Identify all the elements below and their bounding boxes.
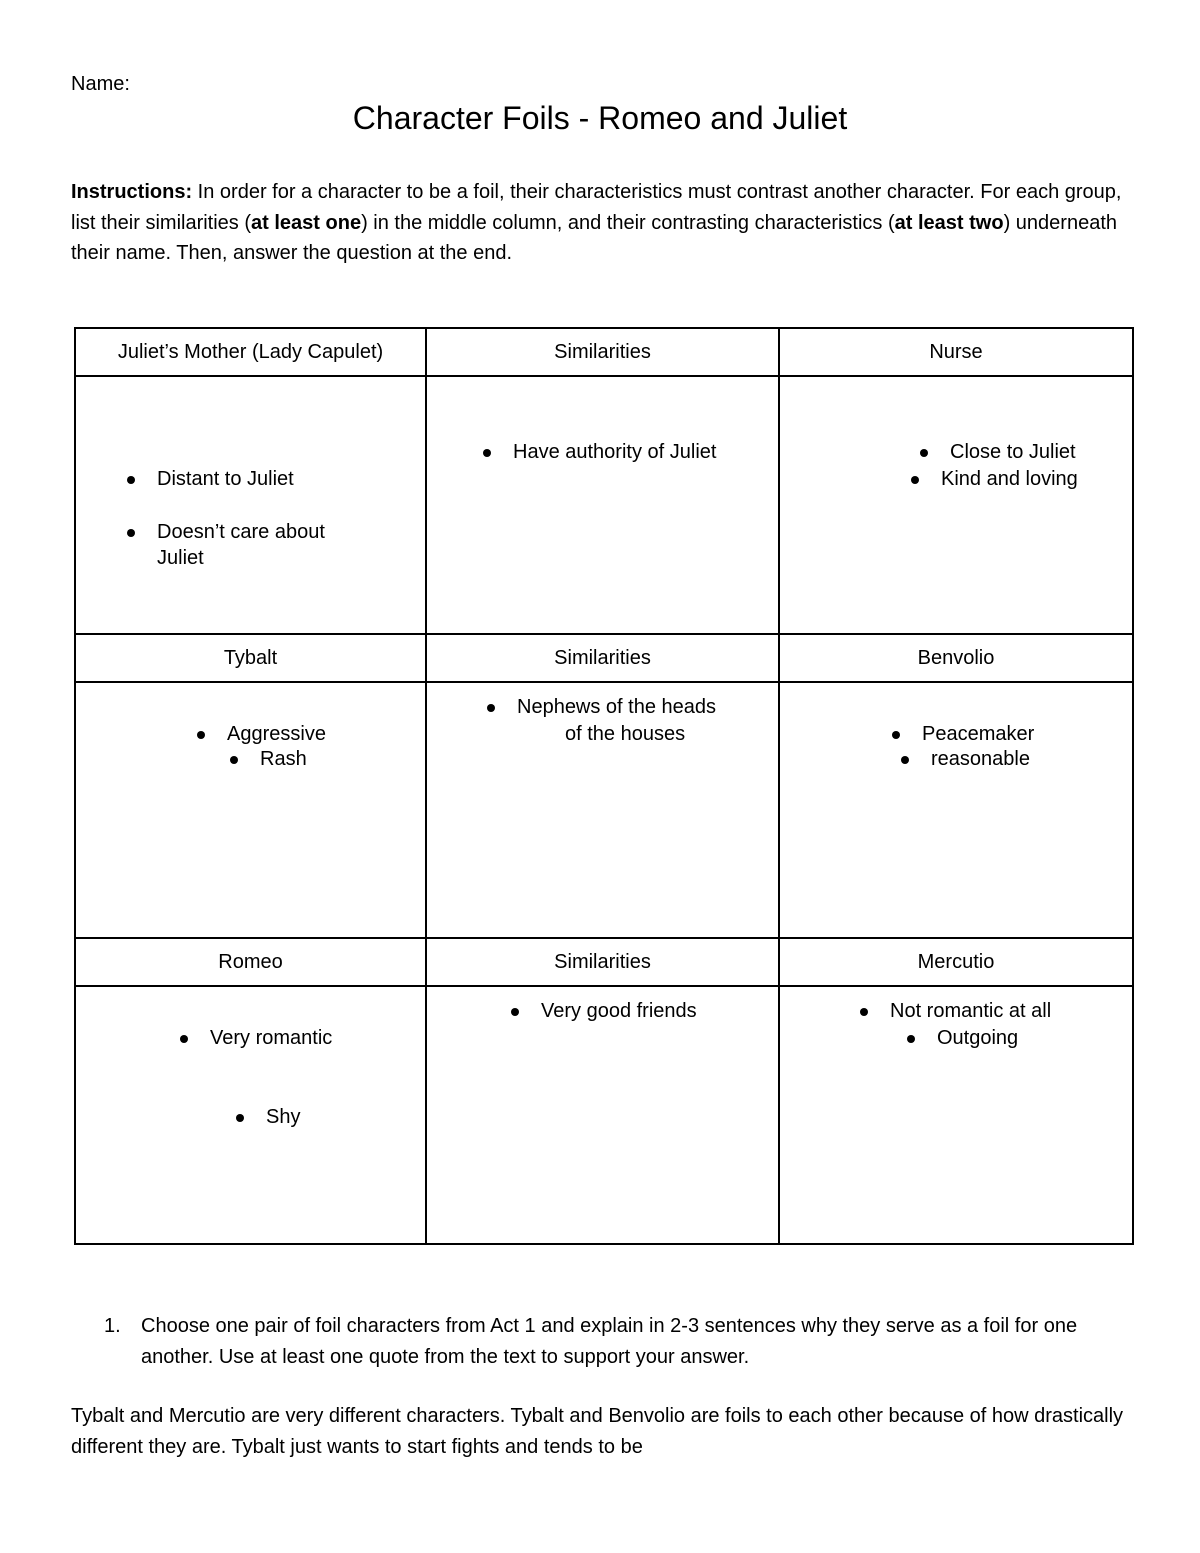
- list-item: Doesn’t care about: [157, 521, 325, 543]
- list-item: Have authority of Juliet: [513, 441, 717, 463]
- instructions-bold-2: at least two: [894, 211, 1004, 234]
- list-item: Rash: [260, 748, 307, 770]
- group-3-body-row: [75, 986, 1133, 1244]
- instructions-text-1: In order for a character to be a foil, their characteristics must contrast another character. For each group, list their similarities (: [71, 181, 1122, 234]
- list-item: Nephews of the heads: [517, 696, 717, 718]
- page-title: Character Foils - Romeo and Juliet: [352, 100, 848, 136]
- list-item: Not romantic at all: [890, 1000, 1052, 1022]
- group-1-middle-name: Similarities: [426, 328, 779, 376]
- group-2-left-name: Tybalt: [75, 634, 426, 682]
- list-item: reasonable: [931, 748, 1030, 770]
- group-1-body-row: [75, 376, 1133, 634]
- group-2-right-cell[interactable]: [779, 682, 1133, 938]
- name-label: Name:: [71, 73, 130, 95]
- group-2-left-cell[interactable]: [75, 682, 426, 938]
- instructions-text-3: ) underneath their name. Then, answer the question at the end.: [71, 211, 1117, 264]
- group-3-middle-cell[interactable]: [426, 986, 779, 1244]
- list-item: Outgoing: [937, 1027, 1019, 1049]
- list-item: Close to Juliet: [950, 441, 1076, 463]
- instructions: [71, 177, 1131, 269]
- group-2-middle-name: Similarities: [426, 634, 779, 682]
- list-item: Distant to Juliet: [157, 468, 294, 490]
- group-3-left-name: Romeo: [75, 938, 426, 986]
- group-3-right-name: Mercutio: [779, 938, 1133, 986]
- group-1-right-name: Nurse: [779, 328, 1133, 376]
- list-item-continuation: Juliet: [157, 547, 204, 569]
- group-2-right-name: Benvolio: [779, 634, 1133, 682]
- group-1-header-row: [75, 328, 1133, 376]
- instructions-text-2: ) in the middle column, and their contrasting characteristics (: [361, 211, 895, 234]
- group-3-left-cell[interactable]: [75, 986, 426, 1244]
- group-3-header-row: [75, 938, 1133, 986]
- group-2-body-row: [75, 682, 1133, 938]
- question-text: Choose one pair of foil characters from Act 1 and explain in 2-3 sentences why they serve as a foil for one another. Use at least one quote from the text to support your answer.: [141, 1315, 1078, 1368]
- instructions-label: Instructions:: [71, 181, 193, 203]
- group-2-header-row: [75, 634, 1133, 682]
- list-item-continuation: of the houses: [565, 723, 686, 745]
- group-1-middle-cell[interactable]: [426, 376, 779, 634]
- group-1-left-cell[interactable]: [75, 376, 426, 634]
- foils-table: [74, 327, 1134, 1245]
- list-item: Shy: [266, 1106, 301, 1128]
- question-number: 1.: [104, 1315, 121, 1337]
- list-item: Aggressive: [227, 723, 326, 745]
- list-item: Very good friends: [541, 1000, 697, 1022]
- group-2-middle-cell[interactable]: [426, 682, 779, 938]
- group-3-right-cell[interactable]: [779, 986, 1133, 1244]
- list-item: Kind and loving: [941, 468, 1078, 490]
- group-3-middle-name: Similarities: [426, 938, 779, 986]
- list-item: Very romantic: [210, 1027, 333, 1049]
- group-1-right-cell[interactable]: [779, 376, 1133, 634]
- group-1-left-name: Juliet’s Mother (Lady Capulet): [75, 328, 426, 376]
- list-item: Peacemaker: [922, 723, 1035, 745]
- answer-text[interactable]: Tybalt and Mercutio are very different characters. Tybalt and Benvolio are foils to each other because of how drastically different they are. Tybalt just wants to start fights and tends to be: [71, 1405, 1124, 1458]
- instructions-bold-1: at least one: [251, 211, 362, 234]
